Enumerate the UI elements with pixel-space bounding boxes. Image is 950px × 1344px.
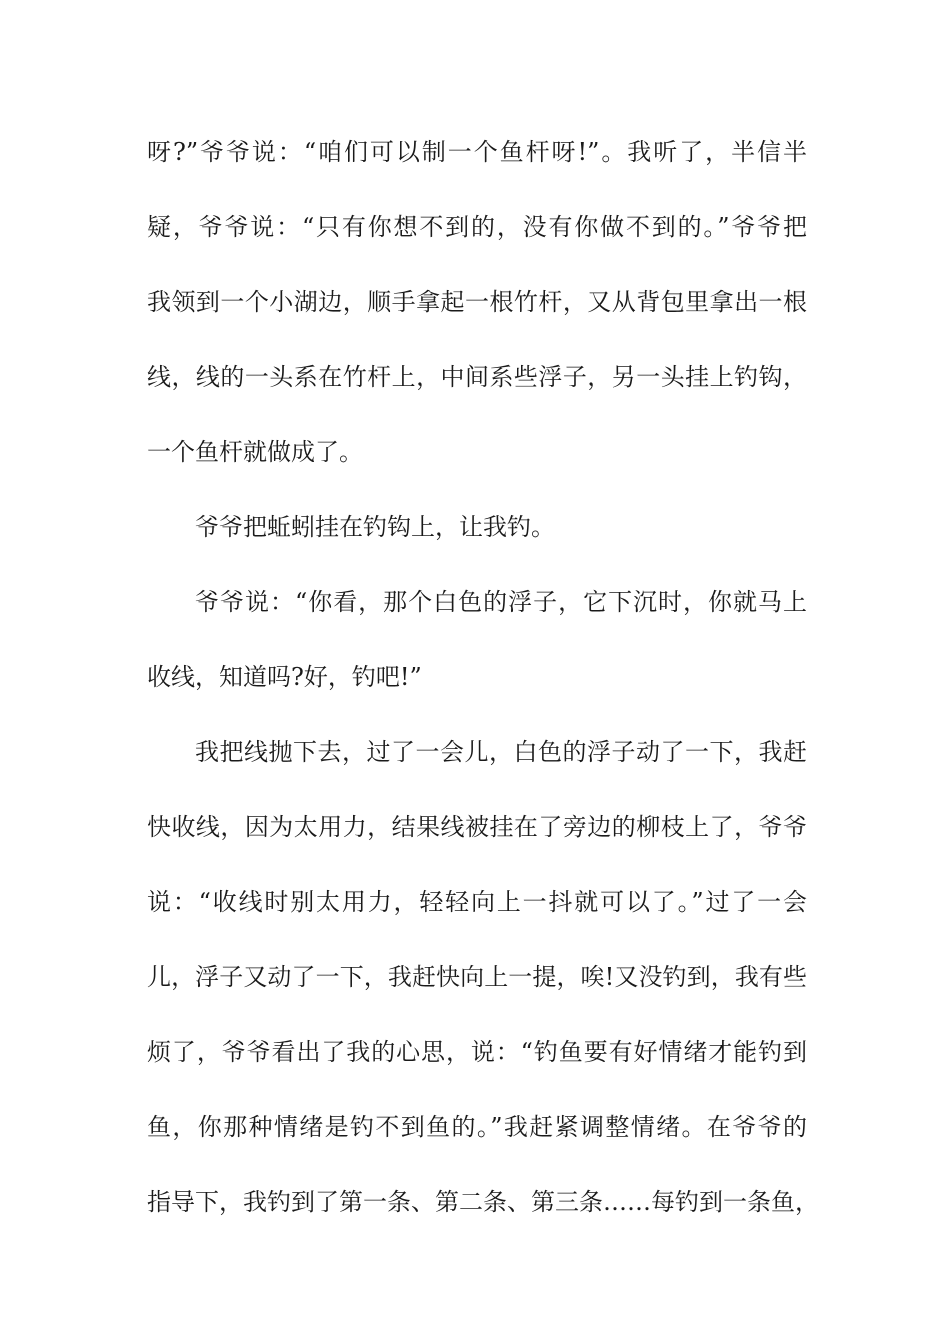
text-line-2: 疑，爷爷说：“只有你想不到的，没有你做不到的。”爷爷把 bbox=[147, 213, 807, 241]
text-line-3: 我领到一个小湖边，顺手拿起一根竹杆，又从背包里拿出一根 bbox=[147, 288, 807, 316]
text-line-7: 爷爷说：“你看，那个白色的浮子，它下沉时，你就马上 bbox=[195, 588, 807, 616]
text-line-8: 收线，知道吗?好，钓吧!” bbox=[147, 663, 422, 691]
text-line-6: 爷爷把蚯蚓挂在钓钩上，让我钓。 bbox=[195, 513, 555, 541]
text-line-14: 鱼，你那种情绪是钓不到鱼的。”我赶紧调整情绪。在爷爷的 bbox=[147, 1113, 807, 1141]
text-line-13: 烦了，爷爷看出了我的心思，说：“钓鱼要有好情绪才能钓到 bbox=[147, 1038, 807, 1066]
text-line-4: 线，线的一头系在竹杆上，中间系些浮子，另一头挂上钓钩， bbox=[147, 363, 807, 391]
text-line-9: 我把线抛下去，过了一会儿，白色的浮子动了一下，我赶 bbox=[195, 738, 807, 766]
text-line-1: 呀?”爷爷说：“咱们可以制一个鱼杆呀!”。我听了，半信半 bbox=[147, 138, 807, 166]
text-line-10: 快收线，因为太用力，结果线被挂在了旁边的柳枝上了，爷爷 bbox=[147, 813, 807, 841]
text-line-12: 儿，浮子又动了一下，我赶快向上一提，唉!又没钓到，我有些 bbox=[147, 963, 807, 991]
text-line-5: 一个鱼杆就做成了。 bbox=[147, 438, 363, 466]
text-line-15: 指导下，我钓到了第一条、第二条、第三条……每钓到一条鱼， bbox=[147, 1188, 819, 1216]
text-line-11: 说：“收线时别太用力，轻轻向上一抖就可以了。”过了一会 bbox=[147, 888, 807, 916]
